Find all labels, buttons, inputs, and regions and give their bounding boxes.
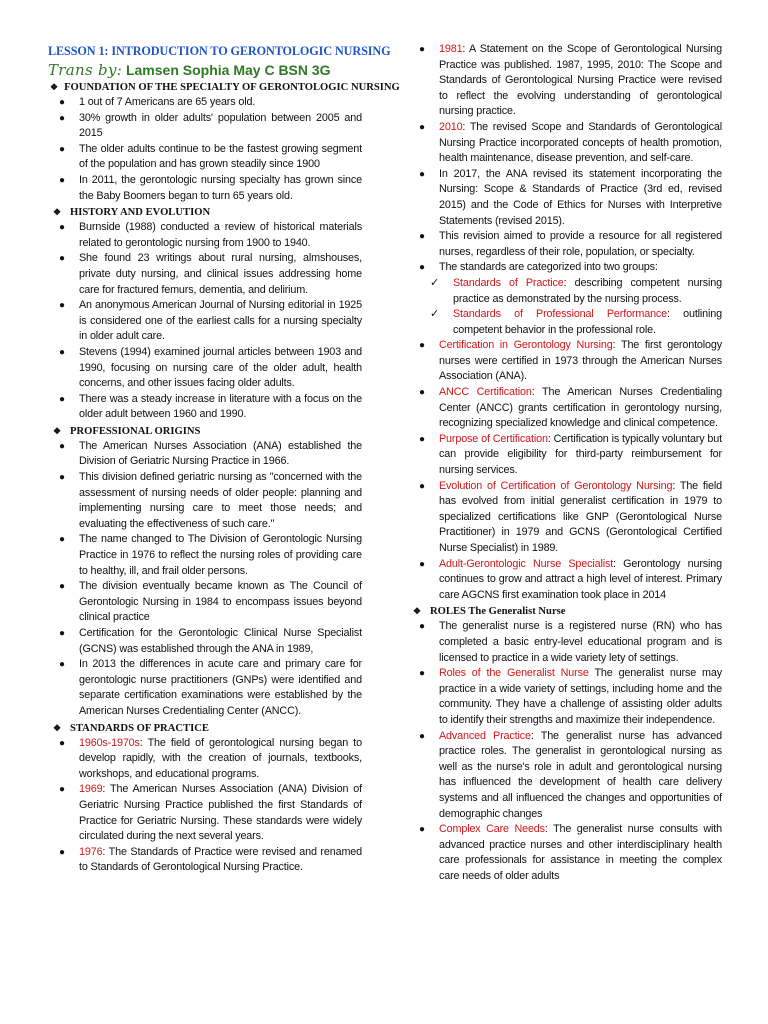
bullet-icon: ● [59,472,65,484]
list-item-label: 1981 [439,43,463,55]
bullet-icon: ● [419,730,425,742]
list-item [408,666,722,728]
list-item [408,432,722,479]
list-item-text: : The American Nurses Credentialing Center (ANCC) grants certification in gerontology nursing, recognizing specialized knowledge and clinical competence. [439,386,722,430]
left-column [48,40,400,876]
list-item [408,42,722,120]
bullet-icon: ● [419,824,425,836]
list-item-text: 1 out of 7 Americans are 65 years old. [79,96,256,108]
list-item-text: The older adults continue to be the fastest growing segment of the population and has grown steadily since 1900 [79,142,362,171]
list-item [48,111,362,142]
list-item-text: In 2017, the ANA revised its statement incorporating the Nursing: Scope & Standards of Practice (3rd ed, revised 2015) and the Code of Ethics for Nurses with Interpretive Statements (revised 2015). [439,167,722,227]
list-item [48,142,362,173]
list-item [408,120,722,167]
section-heading-text: PROFESSIONAL ORIGINS [70,425,201,437]
list-item-label: Standards of Practice [453,276,564,289]
bullet-icon: ● [419,44,425,55]
bullet-icon: ● [419,231,425,243]
list-item-text: : A Statement on the Scope of Gerontological Nursing Practice was published. 1987, 1995, 2010: The Scope and Standards of Gerontological Nursing Practice were revised to reflect the evolving understanding of gerontological nursing practice. [439,43,722,118]
list-item-label: 2010 [439,120,463,133]
list-item [48,439,362,470]
list-item-label: 1960s-1970s [79,736,140,749]
lesson-title: LESSON 1: INTRODUCTION TO GERONTOLOGIC NURSING [48,44,391,58]
list-item [48,579,362,626]
bullet-icon: ● [419,668,425,680]
bullet-icon: ● [59,440,65,452]
list-item-text: The American Nurses Association (ANA) established the Division of Geriatric Nursing Practice in 1966. [79,439,362,468]
section-heading-foundation [48,80,400,95]
list-item-label: Advanced Practice [439,729,531,742]
list-item-label: Complex Care Needs [439,823,545,836]
list-item [48,626,362,657]
list-item-text: She found 23 writings about rural nursing, almshouses, private duty nursing, and clinical issues addressing home care for fractured femurs, dementia, and delirium. [79,252,362,296]
list-item-text: : The revised Scope and Standards of Gerontological Nursing Practice incorporated concepts of health promotion, health maintenance, disease prevention, and self-care. [439,120,722,165]
bullet-icon: ● [59,846,65,858]
list-item-text: This revision aimed to provide a resource for all registered nurses, regardless of their role, population, or specialty. [439,230,722,258]
standards-list-right [408,42,722,276]
list-item [48,532,362,579]
list-item-text: : Certification is typically voluntary but can provide eligibility for third-party reimbursement for nursing services. [439,432,722,477]
list-item-text: The division eventually became known as The Council of Gerontologic Nursing in 1984 to encompass issues beyond clinical practice [79,580,362,624]
bullet-icon: ● [59,784,65,796]
list-item [48,251,362,298]
bullet-icon: ● [59,174,65,186]
bullet-icon: ● [419,558,425,570]
bullet-icon: ● [59,222,65,234]
section-heading-text: HISTORY AND EVOLUTION [70,207,211,219]
list-item [408,557,722,604]
list-item-text: : Gerontology nursing continues to grow and attract a high level of interest. Primary care AGCNS first examination took place in 2014 [439,557,722,601]
bullet-icon: ● [59,581,65,593]
bullet-icon: ● [419,387,425,399]
checklist-item [408,276,722,307]
list-item [408,229,722,260]
standards-groups-list [408,276,722,338]
bullet-icon: ● [59,253,65,265]
list-item-text: The generalist nurse may practice in a wide variety of settings, including home and the community. They have a challenge of assisting older adults to identify their strengths and maximize their independence. [439,667,722,726]
list-item-label: Certification in Gerontology Nursing [439,339,613,352]
list-item-text: : The first gerontology nurses were certified in 1973 through the American Nurses Association (ANA). [439,339,722,383]
bullet-icon: ● [59,112,65,124]
list-item-text: The name changed to The Division of Gerontologic Nursing Practice in 1976 to reflect the nursing roles of providing care to healthy, ill, and frail older persons. [79,533,362,577]
bullet-icon: ● [59,97,65,108]
list-item-text: : describing competent nursing practice as demonstrated by the nursing process. [453,276,722,305]
bullet-icon: ● [419,480,425,492]
history-list [48,220,362,423]
section-heading-roles [408,604,722,619]
list-item-label: 1969 [79,783,103,796]
list-item-text: Certification for the Gerontologic Clinical Nurse Specialist (GCNS) was established through the ANA in 1989, [79,627,362,655]
certification-list [408,338,722,603]
section-heading-text: FOUNDATION OF THE SPECIALTY OF GERONTOLOGIC NURSING [64,82,400,93]
bullet-icon: ● [59,393,65,405]
list-item [408,338,722,385]
list-item-text: Burnside (1988) conducted a review of historical materials related to gerontologic nursing from 1900 to 1940. [79,221,362,249]
list-item-label: Adult-Gerontologic Nurse Specialist [439,557,614,570]
list-item [408,385,722,432]
diamond-bullet-icon: ❖ [52,207,62,218]
diamond-bullet-icon: ❖ [52,722,62,733]
list-item [48,736,362,783]
list-item [48,173,362,204]
list-item [48,657,362,719]
section-heading-origins [48,424,362,439]
bullet-icon: ● [59,628,65,639]
list-item [48,95,362,111]
list-item [408,260,722,276]
checkmark-icon: ✓ [430,308,440,321]
list-item-label: Evolution of Certification of Gerontology Nursing [439,479,673,492]
list-item [48,392,362,423]
bullet-icon: ● [419,340,425,352]
list-item [408,822,722,884]
list-item [48,298,362,345]
list-item [408,729,722,823]
list-item [408,619,722,666]
list-item-text: : The field of gerontological nursing began to develop rapidly, with the creation of journals, textbooks, workshops, and educational programs. [79,736,362,780]
section-heading-history [48,205,362,220]
bullet-icon: ● [419,621,425,633]
list-item-text: Stevens (1994) examined journal articles between 1903 and 1990, focusing on nursing care of the older adult, health concerns, and other issues facing older adults. [79,345,362,390]
standards-list-left [48,736,362,876]
list-item-text: In 2011, the gerontologic nursing specialty has grown since the Baby Boomers began to turn 65 years old. [79,173,362,202]
bullet-icon: ● [59,300,65,312]
list-item [48,345,362,392]
list-item-label: ANCC Certification [439,386,532,399]
bullet-icon: ● [419,262,425,274]
list-item-text: The generalist nurse is a registered nurse (RN) who has completed a basic entry-level educational program and is licensed to practice in a wide variety lety of settings. [439,620,722,664]
foundation-list [48,95,362,204]
list-item-text: : outlining competent behavior in the professional role. [453,308,722,336]
checkmark-icon: ✓ [430,276,440,289]
bullet-icon: ● [419,121,425,133]
section-heading-text: ROLES The Generalist Nurse [430,606,566,618]
bullet-icon: ● [59,737,65,749]
bullet-icon: ● [59,534,65,546]
list-item [408,167,722,229]
bullet-icon: ● [59,346,65,358]
list-item-text: 30% growth in older adults' population between 2005 and 2015 [79,111,362,140]
list-item-text: In 2013 the differences in acute care and primary care for gerontologic nurse practitioners (GNPs) were identified and separate certification examinations were established by the American Nurses Credentialing Center (ANCC). [79,658,362,717]
list-item-label: Roles of the Generalist Nurse [439,667,589,680]
list-item-text: The standards are categorized into two groups: [439,261,658,274]
diamond-bullet-icon: ❖ [52,425,62,436]
list-item-label: Purpose of Certification [439,432,548,445]
list-item [408,479,722,557]
bullet-icon: ● [59,143,65,155]
list-item-text: : The generalist nurse has advanced practice roles. The generalist in gerontological nursing as well as the nurse's role in adult and gerontological nursing has influenced the development of health care delivery systems and all influenced the changes and opportunities of demographic changes [439,729,722,820]
bullet-icon: ● [419,433,425,445]
list-item-text: : The field has evolved from initial generalist certification in 1979 to specialized certifications like GNP (Gerontological Nurse Practitioner) in 1979 and GCNS (Gerontological Certified Nurse Specialist) in 1989. [439,479,722,554]
section-heading-text: STANDARDS OF PRACTICE [70,722,209,734]
translator-credit [48,61,362,79]
list-item-text: An anonymous American Journal of Nursing editorial in 1925 is considered one of the earliest calls for a nursing specialty in older adult care. [79,299,362,343]
right-column [408,42,722,884]
list-item-text: : The American Nurses Association (ANA) Division of Geriatric Nursing Practice published the first Standards of Practice for Geriatric Nursing. These standards were widely circulated during the next several years. [79,783,362,843]
checklist-item [408,307,722,338]
diamond-bullet-icon: ❖ [50,82,59,92]
roles-list [408,619,722,884]
section-heading-standards [48,721,362,736]
list-item-text: : The Standards of Practice were revised and renamed to Standards of Gerontological Nursing Practice. [79,845,362,874]
bullet-icon: ● [419,168,425,180]
list-item-text: This division defined geriatric nursing as "concerned with the assessment of nursing needs of older people: planning and implementing nursing care to meet those needs; and evaluating the effectiveness of such care." [79,471,362,530]
list-item [48,470,362,532]
list-item-label: 1976 [79,845,103,858]
list-item-text: There was a steady increase in literature with a focus on the older adult between 1960 and 1990. [79,392,362,421]
list-item [48,782,362,844]
translator-prefix: Trans by: [48,61,123,79]
bullet-icon: ● [59,659,65,671]
list-item [48,220,362,251]
origins-list [48,439,362,720]
list-item [48,845,362,876]
list-item-label: Standards of Professional Performance [453,308,668,321]
translator-name: Lamsen Sophia May C BSN 3G [125,62,331,78]
list-item-text: : The generalist nurse consults with advanced practice nurses and other interdisciplinary health care professionals for assistance in meeting the complex care needs of older adults [439,823,723,882]
diamond-bullet-icon: ❖ [412,606,422,617]
